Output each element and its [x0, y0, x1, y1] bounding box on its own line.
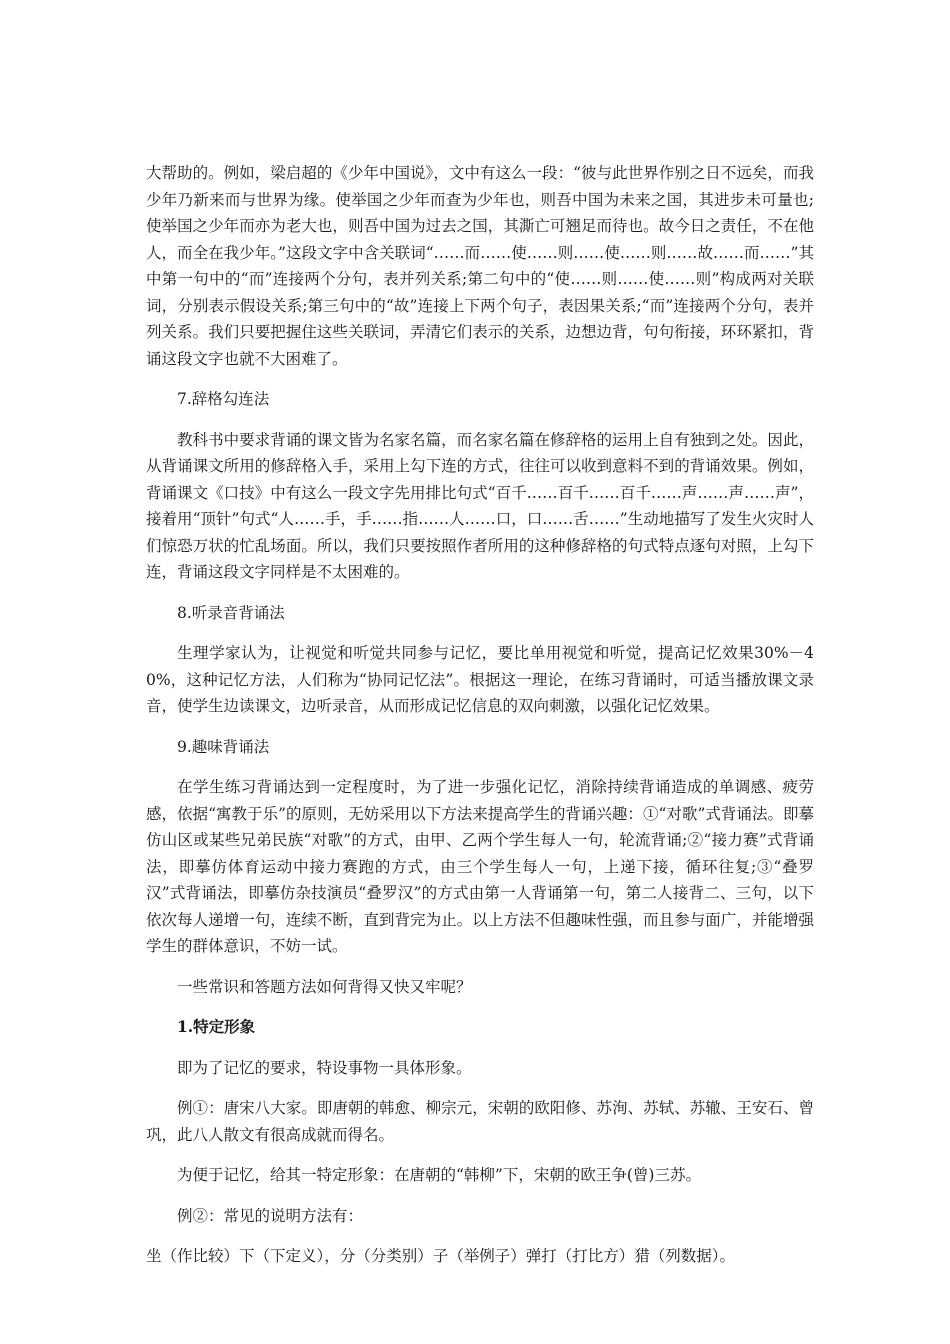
section-heading-9: 9.趣味背诵法 — [177, 737, 270, 756]
paragraph-fun-method: 在学生练习背诵达到一定程度时，为了进一步强化记忆，消除持续背诵造成的单调感、疲劳感，依据“寓教于乐”的原则，无妨采用以下方法来提高学生的背诵兴趣：①“对歌”式背诵法。即摹仿山区或某些兄弟民族“对歌”的方式，由甲、乙两个学生每人一句，轮流背诵;②“接力赛”式背诵法，即摹仿体育运动中接力赛跑的方式，由三个学生每人一句，上递下接，循环往复;③“叠罗汉”式背诵法，即摹仿杂技演员“叠罗汉”的方式由第一人背诵第一句，第二人接背二、三句，以下依次每人递增一句，连续不断，直到背完为止。以上方法不但趣味性强，而且参与面广，并能增强学生的群体意识，不妨一试。 — [146, 778, 814, 955]
paragraph-example-1: 例①：唐宋八大家。即唐朝的韩愈、柳宗元，宋朝的欧阳修、苏洵、苏轼、苏辙、王安石、曾巩，此八人散文有很高成就而得名。 — [146, 1099, 814, 1144]
paragraph-audio-method: 生理学家认为，让视觉和听觉共同参与记忆，要比单用视觉和听觉，提高记忆效果30%－40%，这种记忆方法，人们称为“协同记忆法”。根据这一理论，在练习背诵时，可适当播放课文录音，使学生边读课文，边听录音，从而形成记忆信息的双向刺激，以强化记忆效果。 — [146, 644, 814, 715]
paragraph-example-2: 例②：常见的说明方法有： — [177, 1206, 364, 1225]
document-page — [146, 160, 814, 1284]
section-heading-specific-image: 1.特定形象 — [177, 1017, 256, 1036]
section-heading-8: 8.听录音背诵法 — [177, 603, 285, 622]
paragraph-rhetoric-method: 教科书中要求背诵的课文皆为名家名篇，而名家名篇在修辞格的运用上自有独到之处。因此，从背诵课文所用的修辞格入手，采用上勾下连的方式，往往可以收到意料不到的背诵效果。例如，背诵课文《口技》中有这么一段文字先用排比句式“百千……百千……百千……声……声……声”，接着用“顶针”句式“人……手，手……指……人……口，口……舌……”生动地描写了发生火灾时人们惊恐万状的忙乱场面。所以，我们只要按照作者所用的这种修辞格的句式特点逐句对照，上勾下连，背诵这段文字同样是不太困难的。 — [146, 430, 814, 581]
section-heading-7: 7.辞格勾连法 — [177, 390, 270, 408]
paragraph-memory-image: 为便于记忆，给其一特定形象：在唐朝的“韩柳”下，宋朝的欧王争(曾)三苏。 — [177, 1166, 701, 1184]
paragraph-question: 一些常识和答题方法如何背得又快又牢呢？ — [177, 977, 472, 996]
paragraph-explanation-methods: 坐（作比较）下（下定义），分（分类别）子（举例子）弹打（打比方）猎（列数据）。 — [146, 1247, 736, 1265]
paragraph-definition: 即为了记忆的要求，特设事物一具体形象。 — [177, 1058, 472, 1077]
paragraph-intro-liang-qichao: 大帮助的。例如，梁启超的《少年中国说》，文中有这么一段：“彼与此世界作别之日不远矣，而我少年乃新来而与世界为缘。使举国之少年而查为少年也，则吾中国为未来之国，其进步未可量也;使举国之少年而亦为老大也，则吾中国为过去之国，其澌亡可翘足而待也。故今日之责任，不在他人，而全在我少年。”这段文字中含关联词“……而……使……则……使……则……故……而……”其中第一句中的“而”连接两个分句，表并列关系;第二句中的“使……则……使……则”构成两对关联词，分别表示假设关系;第三句中的“故”连接上下两个句子，表因果关系;“而”连接两个分句，表并列关系。我们只要把握住这些关联词，弄清它们表示的关系，边想边背，句句衔接，环环紧扣，背诵这段文字也就不大困难了。 — [146, 164, 814, 368]
